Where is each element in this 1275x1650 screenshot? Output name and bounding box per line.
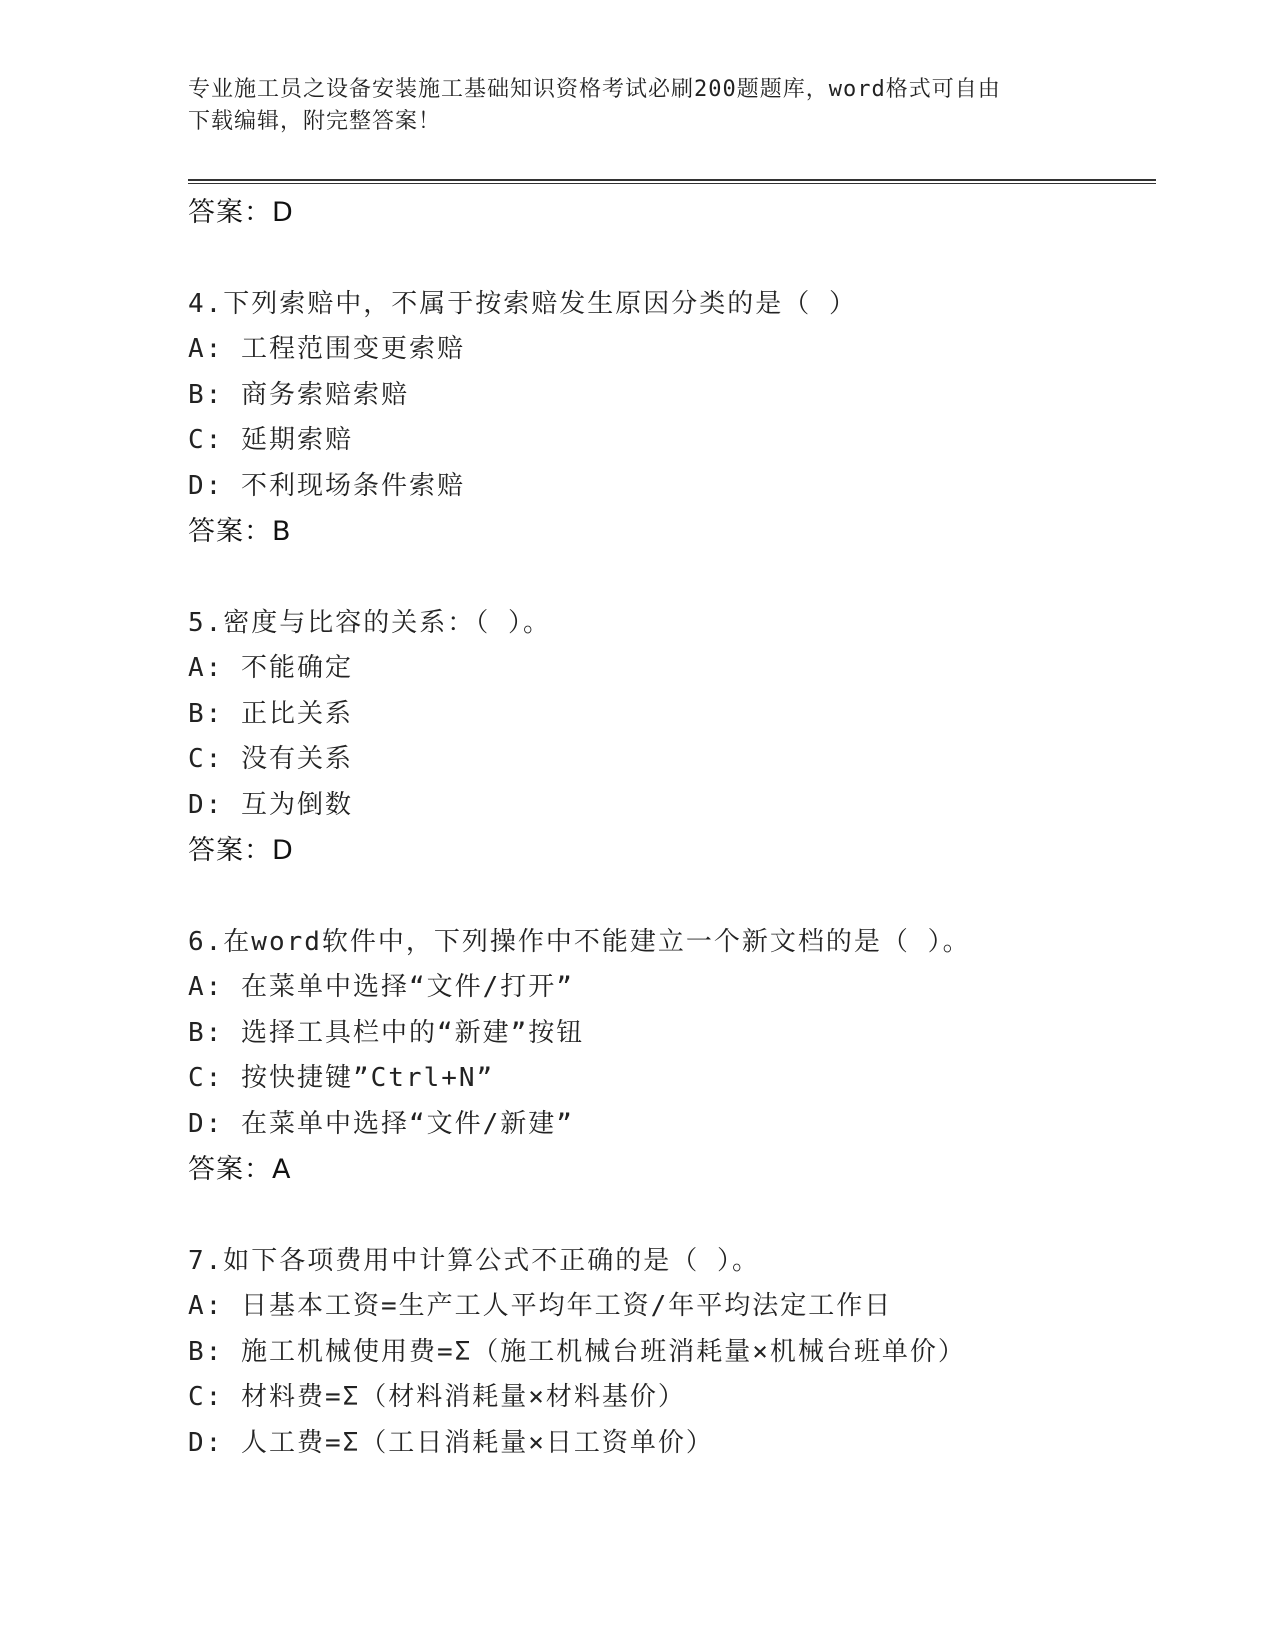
option-a: A: 在菜单中选择“文件/打开” xyxy=(188,972,574,1002)
question-stem: 5.密度与比容的关系：（ ）。 xyxy=(188,607,551,638)
option-b: B: 施工机械使用费=Σ（施工机械台班消耗量×机械台班单价） xyxy=(188,1336,966,1367)
question-answer: 答案：B xyxy=(188,516,292,547)
spacer xyxy=(188,236,1148,282)
header-title-line-1: 专业施工员之设备安装施工基础知识资格考试必刷200题题库，word格式可自由 xyxy=(188,77,1001,102)
option-d: D: 在菜单中选择“文件/新建” xyxy=(188,1108,574,1139)
option-c: C: 延期索赔 xyxy=(188,425,353,455)
previous-answer: 答案：D xyxy=(188,197,294,228)
spacer xyxy=(188,874,1148,920)
header-divider xyxy=(188,179,1156,184)
spacer xyxy=(188,1193,1148,1239)
question-answer: 答案：A xyxy=(188,1154,292,1185)
question-answer: 答案：D xyxy=(188,835,294,866)
option-c: C: 没有关系 xyxy=(188,744,353,774)
option-b: B: 商务索赔索赔 xyxy=(188,379,409,410)
question-block xyxy=(188,601,1148,874)
option-c: C: 按快捷键”Ctrl+N” xyxy=(188,1063,495,1093)
spacer xyxy=(188,555,1148,601)
question-list xyxy=(188,190,1148,1466)
question-block xyxy=(188,920,1148,1193)
option-d: D: 互为倒数 xyxy=(188,789,353,820)
question-stem: 6.在word软件中，下列操作中不能建立一个新文档的是（ ）。 xyxy=(188,926,971,957)
header-title-line-2: 下载编辑，附完整答案！ xyxy=(188,109,442,134)
option-d: D: 不利现场条件索赔 xyxy=(188,470,465,501)
option-a: A: 工程范围变更索赔 xyxy=(188,334,465,364)
question-block xyxy=(188,282,1148,555)
question-block xyxy=(188,1239,1148,1467)
option-d: D: 人工费=Σ（工日消耗量×日工资单价） xyxy=(188,1427,714,1458)
page-header xyxy=(188,74,1068,138)
question-stem: 7.如下各项费用中计算公式不正确的是（ ）。 xyxy=(188,1245,760,1276)
option-a: A: 不能确定 xyxy=(188,653,353,683)
option-c: C: 材料费=Σ（材料消耗量×材料基价） xyxy=(188,1382,686,1412)
option-b: B: 选择工具栏中的“新建”按钮 xyxy=(188,1017,585,1048)
option-a: A: 日基本工资=生产工人平均年工资/年平均法定工作日 xyxy=(188,1291,893,1321)
option-b: B: 正比关系 xyxy=(188,698,353,729)
question-stem: 4.下列索赔中，不属于按索赔发生原因分类的是（ ） xyxy=(188,288,857,319)
